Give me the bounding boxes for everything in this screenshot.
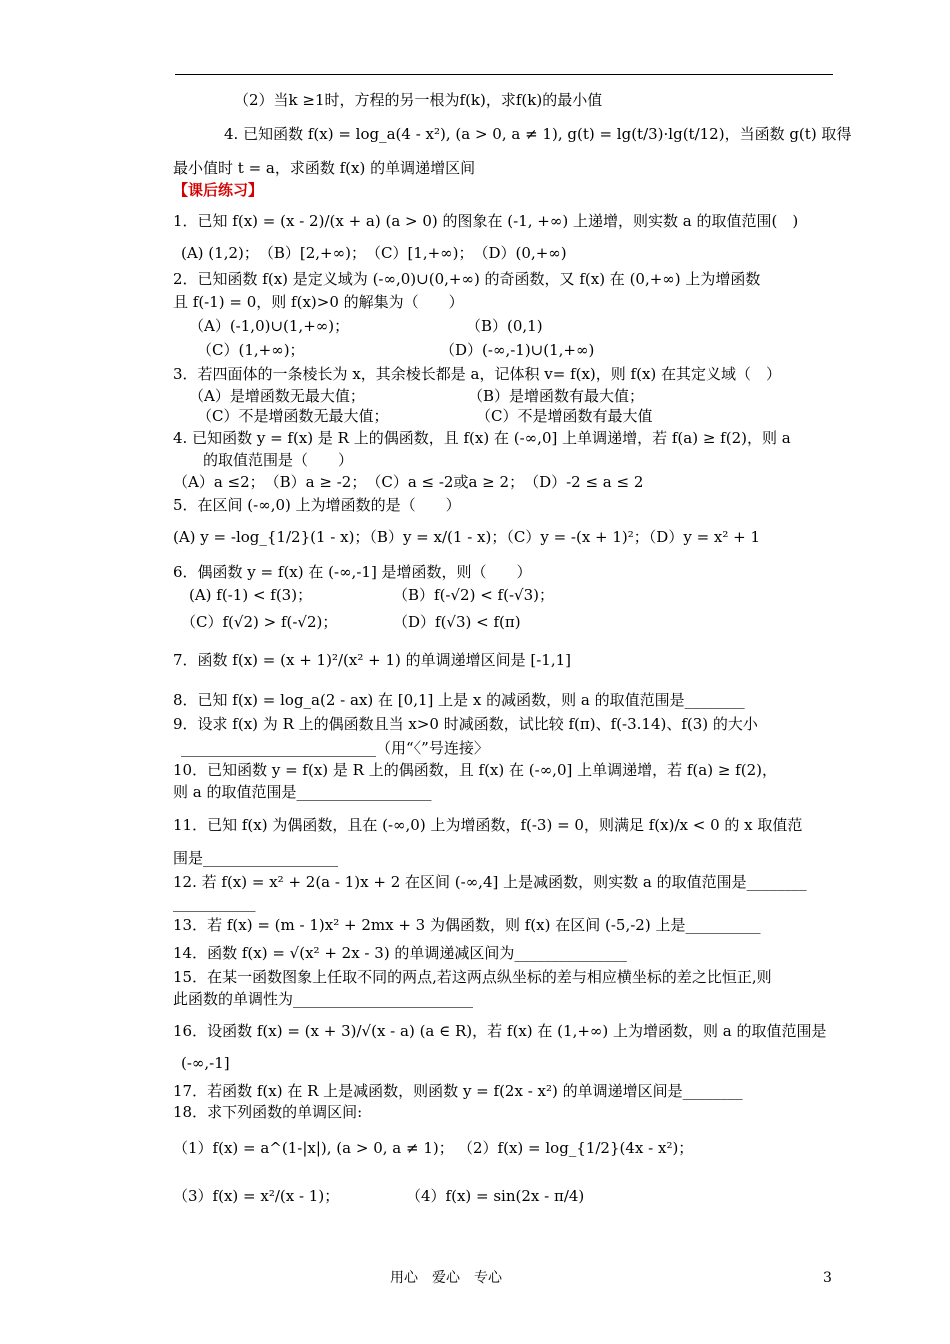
- text-line: 3．若四面体的一条棱长为 x，其余棱长都是 a，记体积 v= f(x)，则 f(x) 在其定义域（ ）: [173, 365, 782, 383]
- text-line: （B）f(-√2) < f(-√3)；: [393, 586, 554, 604]
- text-line: （4）f(x) = sin(2x - π/4): [406, 1187, 585, 1205]
- page-number: 3: [823, 1270, 832, 1286]
- text-line: 11．已知 f(x) 为偶函数，且在 (-∞,0) 上为增函数，f(-3) = 0，则满足 f(x)/x < 0 的 x 取值范: [173, 816, 803, 834]
- text-line: （B）(0,1): [466, 317, 543, 335]
- text-line: (A) y = -log_{1/2}(1 - x)；（B）y = x/(1 - x)；（C）y = -(x + 1)²；（D）y = x² + 1: [173, 528, 761, 546]
- text-line: （2）f(x) = log_{1/2}(4x - x²)；: [458, 1139, 694, 1157]
- text-line: ___________: [173, 894, 256, 912]
- text-line: （D）(-∞,-1)∪(1,+∞): [440, 341, 595, 359]
- text-line: 2．已知函数 f(x) 是定义域为 (-∞,0)∪(0,+∞) 的奇函数，又 f(x) 在 (0,+∞) 上为增函数: [173, 270, 761, 288]
- text-line: 12. 若 f(x) = x² + 2(a - 1)x + 2 在区间 (-∞,4] 上是减函数，则实数 a 的取值范围是________: [173, 873, 807, 891]
- text-line: 6．偶函数 y = f(x) 在 (-∞,-1] 是增函数，则（ ）: [173, 563, 532, 581]
- text-line: (A) (1,2)； （B）[2,+∞)； （C）[1,+∞)； （D）(0,+∞): [181, 244, 567, 262]
- text-line: 且 f(-1) = 0，则 f(x)>0 的解集为（ ）: [173, 293, 464, 311]
- text-line: 16．设函数 f(x) = (x + 3)/√(x - a) (a ∈ R)，若 f(x) 在 (1,+∞) 上为增函数，则 a 的取值范围是: [173, 1022, 827, 1040]
- text-line: （A）是增函数无最大值；: [189, 387, 365, 405]
- header-rule: [175, 74, 833, 75]
- text-line: 围是__________________: [173, 849, 339, 867]
- text-line: 13．若 f(x) = (m - 1)x² + 2mx + 3 为偶函数，则 f(x) 在区间 (-5,-2) 上是__________: [173, 916, 761, 934]
- text-line: (-∞,-1]: [181, 1054, 230, 1072]
- text-line: （A）a ≤2； （B）a ≥ -2； （C）a ≤ -2或a ≥ 2； （D）-2 ≤ a ≤ 2: [173, 473, 644, 491]
- text-line: （C）不是增函数无最大值；: [197, 407, 389, 425]
- footer-motto: 用心 爱心 专心: [390, 1270, 502, 1286]
- text-line: 14．函数 f(x) = √(x² + 2x - 3) 的单调递减区间为_______________: [173, 944, 627, 962]
- text-line: （C）f(√2) > f(-√2)；: [181, 613, 338, 631]
- text-line: 的取值范围是（ ）: [203, 451, 354, 469]
- text-line: 1．已知 f(x) = (x - 2)/(x + a) (a > 0) 的图象在 (-1, +∞) 上递增，则实数 a 的取值范围( ): [173, 212, 799, 230]
- text-line: 17．若函数 f(x) 在 R 上是减函数，则函数 y = f(2x - x²) 的单调递增区间是________: [173, 1082, 743, 1100]
- text-line: __________________________（用“〈”号连接〉: [181, 739, 489, 757]
- text-line: （C）不是增函数有最大值: [476, 407, 653, 425]
- text-line: 4. 已知函数 f(x) = log_a(4 - x²), (a > 0, a ≠ 1), g(t) = lg(t/3)·lg(t/12)，当函数 g(t) 取得: [224, 125, 852, 143]
- text-line: （3）f(x) = x²/(x - 1)；: [173, 1187, 340, 1205]
- text-line: （1）f(x) = a^(1-|x|), (a > 0, a ≠ 1)；: [173, 1139, 454, 1157]
- text-line: （2）当k ≥1时，方程的另一根为f(k)，求f(k)的最小值: [234, 91, 603, 109]
- text-line: 5．在区间 (-∞,0) 上为增函数的是（ ）: [173, 496, 461, 514]
- section-heading: 【课后练习】: [173, 181, 264, 199]
- text-line: (A) f(-1) < f(3)；: [189, 586, 313, 604]
- text-line: （A）(-1,0)∪(1,+∞)；: [189, 317, 350, 335]
- text-line: 此函数的单调性为________________________: [173, 990, 474, 1008]
- text-line: 最小值时 t = a，求函数 f(x) 的单调递增区间: [173, 159, 476, 177]
- text-line: 7．函数 f(x) = (x + 1)²/(x² + 1) 的单调递增区间是 [-1,1]: [173, 651, 571, 669]
- text-line: 9．设求 f(x) 为 R 上的偶函数且当 x>0 时减函数，试比较 f(π)、f(-3.14)、f(3) 的大小: [173, 715, 758, 733]
- text-line: 15．在某一函数图象上任取不同的两点,若这两点纵坐标的差与相应横坐标的差之比恒正,则: [173, 968, 772, 986]
- text-line: 18．求下列函数的单调区间:: [173, 1103, 363, 1121]
- text-line: （C）(1,+∞)；: [197, 341, 305, 359]
- text-line: 4. 已知函数 y = f(x) 是 R 上的偶函数，且 f(x) 在 (-∞,0] 上单调递增，若 f(a) ≥ f(2)，则 a: [173, 429, 791, 447]
- text-line: 则 a 的取值范围是__________________: [173, 783, 432, 801]
- text-line: 8．已知 f(x) = log_a(2 - ax) 在 [0,1] 上是 x 的减函数，则 a 的取值范围是________: [173, 691, 745, 709]
- text-line: （B）是增函数有最大值；: [468, 387, 645, 405]
- text-line: 10．已知函数 y = f(x) 是 R 上的偶函数，且 f(x) 在 (-∞,0] 上单调递增，若 f(a) ≥ f(2)，: [173, 761, 777, 779]
- text-line: （D）f(√3) < f(π): [393, 613, 521, 631]
